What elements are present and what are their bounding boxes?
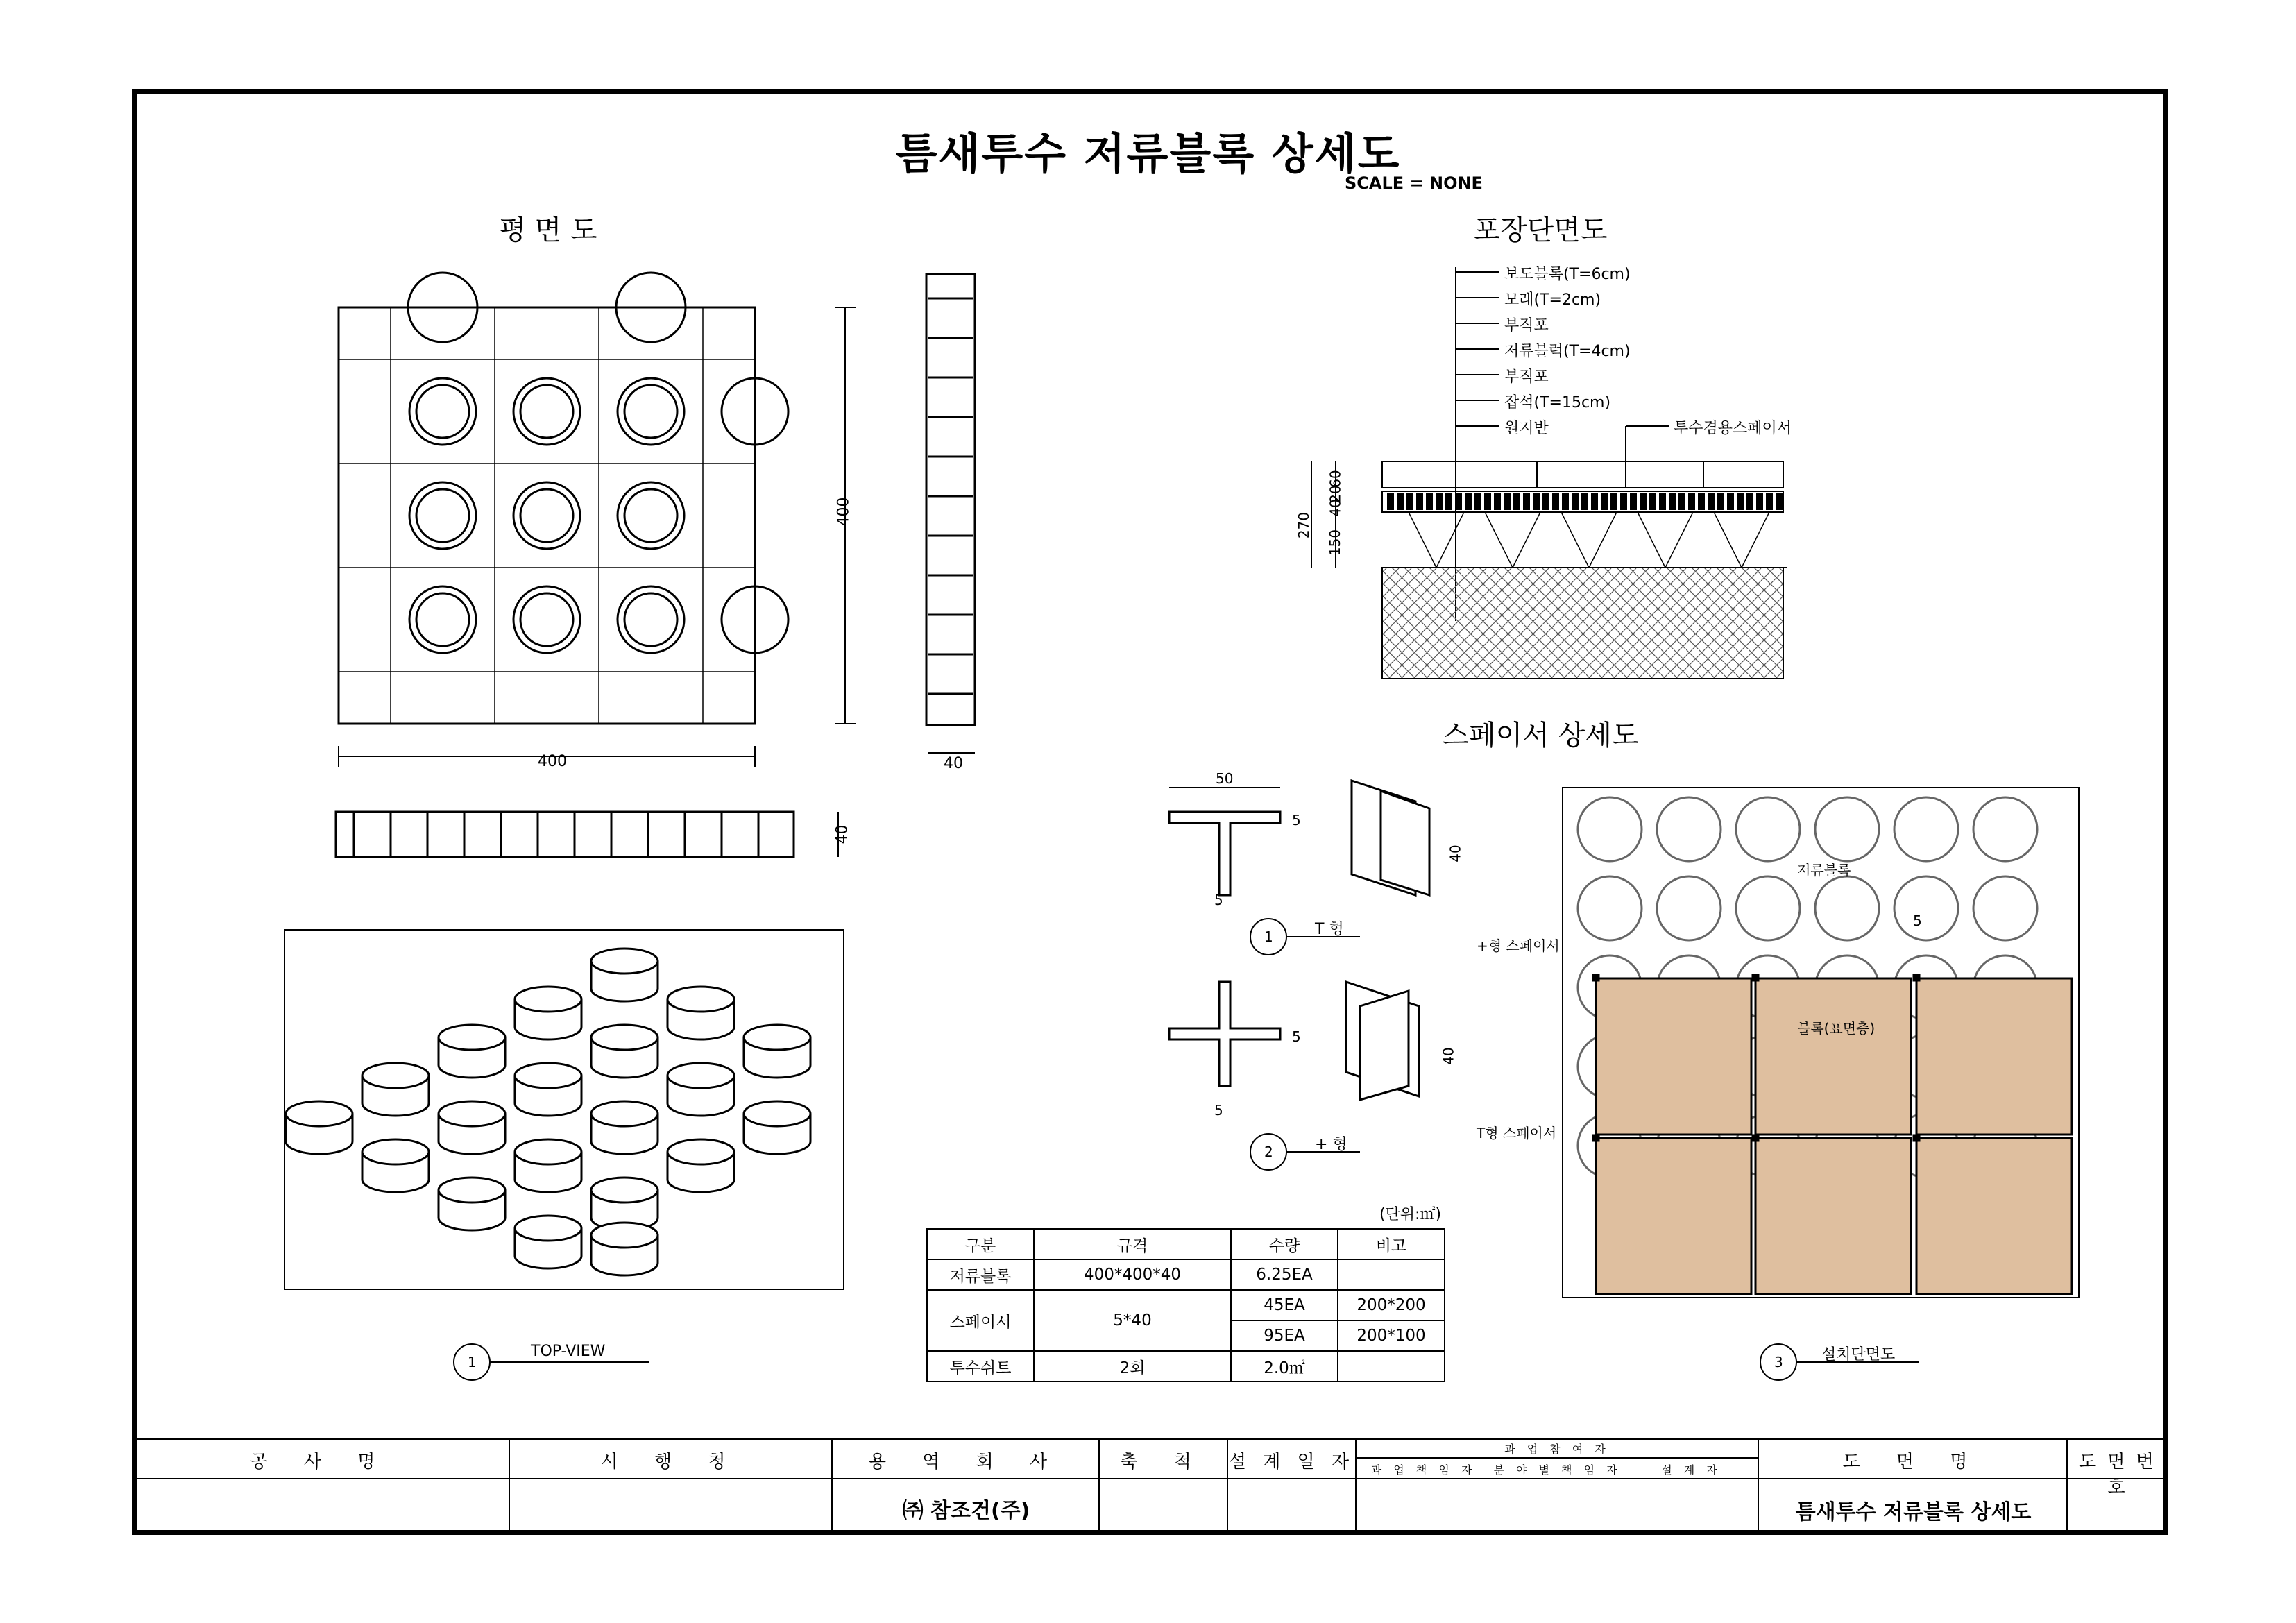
install-circle	[1815, 876, 1879, 940]
tb-company: 용 역 회 사	[833, 1438, 1100, 1535]
pave-block-rib	[1747, 494, 1753, 509]
spacer-h2: 40	[1440, 1047, 1457, 1065]
install-surface-block	[1596, 1138, 1751, 1294]
table-row: 95EA 200*100	[927, 1320, 1445, 1351]
install-spacer	[1593, 1135, 1599, 1141]
t-spacer-plan	[1169, 788, 1280, 895]
install-circle	[1578, 797, 1642, 861]
pave-block-rib	[1592, 494, 1597, 509]
plan-height-label: 400	[835, 497, 853, 527]
tb-project: 공 사 명	[132, 1438, 510, 1535]
install-circle	[1815, 797, 1879, 861]
install-circle	[1736, 797, 1800, 861]
plan-circle-inner	[624, 593, 677, 646]
pave-aggregate	[1638, 512, 1665, 568]
pave-block-rib	[1621, 494, 1626, 509]
pave-aggregate	[1436, 512, 1464, 568]
install-plus-label: +형 스페이서	[1477, 937, 1560, 954]
iso-cylinder-top	[591, 1101, 658, 1126]
install-label: 설치단면도	[1821, 1346, 1896, 1363]
iso-cylinder-top	[744, 1101, 810, 1126]
install-spacer	[1593, 975, 1599, 980]
table-row: 스페이서 5*40 45EA 200*200	[927, 1290, 1445, 1320]
pave-block-rib	[1397, 494, 1403, 509]
pavement-layer-label: 보도블록(T=6cm)	[1504, 266, 1631, 283]
spacer-width-label: 50	[1216, 770, 1234, 787]
pave-block-rib	[1631, 494, 1636, 509]
pave-block-rib	[1475, 494, 1481, 509]
th-spec: 규격	[1034, 1229, 1231, 1259]
plan-circle	[409, 586, 476, 653]
pave-aggregate	[1561, 512, 1589, 568]
pavement-layer-label: 원지반	[1504, 420, 1549, 437]
install-surface-block	[1755, 1138, 1911, 1294]
pave-block-rib	[1650, 494, 1656, 509]
pave-aggregate	[1714, 512, 1742, 568]
install-block-label: 저류블록	[1797, 862, 1851, 878]
plan-circle-inner	[416, 385, 469, 438]
pave-block-rib	[1669, 494, 1675, 509]
iso-cylinder-top	[439, 1178, 505, 1203]
plan-circle-inner	[416, 593, 469, 646]
pave-block-rib	[1465, 494, 1471, 509]
pavement-layer-label: 모래(T=2cm)	[1504, 291, 1601, 309]
pave-block-rib	[1563, 494, 1568, 509]
scale-label: SCALE = NONE	[1345, 173, 1483, 193]
spacer-heading: 스페이서 상세도	[1442, 720, 1639, 751]
iso-cylinder-top	[286, 1101, 352, 1126]
pave-block-rib	[1553, 494, 1558, 509]
pave-block-rib	[1699, 494, 1704, 509]
pave-block-rib	[1767, 494, 1772, 509]
pave-aggregate	[1589, 512, 1617, 568]
bottom-depth-label: 40	[833, 824, 851, 844]
pavement-callout: 투수겸용스페이서	[1674, 420, 1792, 437]
plan-circle	[513, 378, 580, 445]
tb-drawing-name: 도 면 명	[1759, 1438, 2068, 1535]
t-detail-label: T 형	[1315, 921, 1344, 938]
plan-circles	[339, 273, 788, 724]
t-spacer-3d	[1352, 781, 1429, 895]
table-row: 저류블록 400*400*40 6.25EA	[927, 1259, 1445, 1290]
install-surface-block	[1596, 978, 1751, 1135]
pavement-heading: 포장단면도	[1473, 214, 1608, 246]
plan-circle	[409, 378, 476, 445]
side-depth-label: 40	[944, 755, 963, 772]
iso-cylinder-top	[515, 1216, 581, 1241]
side-elevation	[336, 274, 975, 857]
tb-drawing-no: 도 면 번 호	[2079, 1452, 2157, 1498]
iso-cylinder-top	[439, 1101, 505, 1126]
install-t-label: T형 스페이서	[1477, 1125, 1557, 1141]
plan-circle	[618, 482, 684, 549]
pave-block-rib	[1708, 494, 1714, 509]
install-num: 3	[1774, 1354, 1783, 1370]
pave-aggregate	[1742, 512, 1769, 568]
plan-circle	[409, 482, 476, 549]
iso-cylinder-top	[667, 1139, 734, 1164]
title-block	[132, 1438, 2168, 1535]
iso-cylinder-top	[515, 1139, 581, 1164]
pave-block-rib	[1611, 494, 1617, 509]
install-circle	[1973, 876, 2037, 940]
pave-block-rib	[1407, 494, 1413, 509]
plus-spacer-plan	[1169, 982, 1280, 1086]
table-unit: (단위:㎡)	[1379, 1206, 1442, 1223]
spacer-t1: 5	[1292, 812, 1301, 829]
pave-aggregate	[1409, 512, 1436, 568]
tb-company-logo: ㈜ 참조건(주)	[902, 1499, 1030, 1523]
plan-width-label: 400	[538, 753, 567, 770]
spacer-h: 40	[1447, 844, 1464, 863]
iso-cylinder-top	[591, 949, 658, 974]
plan-circle	[513, 482, 580, 549]
plan-circle	[618, 378, 684, 445]
plan-circle-inner	[624, 385, 677, 438]
install-surface-block	[1916, 1138, 2072, 1294]
pave-block-rib	[1679, 494, 1685, 509]
pave-aggregate	[1513, 512, 1540, 568]
pave-dim-total: 270	[1295, 511, 1313, 539]
plan-circle-inner	[520, 489, 573, 542]
pave-block-rib	[1776, 494, 1782, 509]
install-spacer	[1914, 1135, 1919, 1141]
install-surface-label: 블록(표면층)	[1797, 1020, 1876, 1037]
install-surface-block	[1916, 978, 2072, 1135]
pave-block-rib	[1427, 494, 1432, 509]
install-surface-block	[1755, 978, 1911, 1135]
pave-block-rib	[1640, 494, 1646, 509]
pave-aggregate	[1485, 512, 1513, 568]
pave-block-rib	[1689, 494, 1694, 509]
install-circle	[1736, 876, 1800, 940]
plus-spacer-3d	[1346, 982, 1419, 1100]
pave-block-rib	[1660, 494, 1665, 509]
pave-block-rib	[1582, 494, 1588, 509]
pave-dim-2: 20	[1327, 485, 1344, 503]
iso-cylinder-top	[591, 1223, 658, 1248]
tb-participants: 과 업 참 여 자 과 업 책 임 자 분 야 별 책 임 자 설 계 자	[1357, 1438, 1759, 1535]
topview-label: TOP-VIEW	[531, 1343, 606, 1360]
pave-block-rib	[1485, 494, 1490, 509]
install-circle	[1973, 797, 2037, 861]
pave-block-rib	[1514, 494, 1520, 509]
install-spacer	[1914, 975, 1919, 980]
iso-cylinder-top	[591, 1178, 658, 1203]
pave-dim-3: 40	[1327, 499, 1344, 517]
pave-block-rib	[1524, 494, 1529, 509]
install-dim5: 5	[1913, 912, 1922, 929]
plan-circle-inner	[520, 593, 573, 646]
pave-block-rib	[1728, 494, 1733, 509]
install-spacer	[1753, 975, 1758, 980]
install-circle	[1894, 797, 1958, 861]
plus-detail-num: 2	[1264, 1144, 1273, 1160]
plan-circle-inner	[624, 489, 677, 542]
iso-cylinder-top	[362, 1063, 429, 1088]
th-qty: 수량	[1231, 1229, 1338, 1259]
plan-circle	[618, 586, 684, 653]
th-note: 비고	[1338, 1229, 1445, 1259]
table-row: 투수쉬트 2회 2.0㎡	[927, 1351, 1445, 1382]
install-circle	[1894, 876, 1958, 940]
pave-block-rib	[1417, 494, 1422, 509]
pave-block-rib	[1436, 494, 1442, 509]
plus-detail-label: + 형	[1315, 1136, 1347, 1153]
iso-cylinder-top	[515, 987, 581, 1012]
pave-dim-1: 60	[1327, 470, 1344, 488]
spacer-c1: 5	[1292, 1028, 1301, 1045]
iso-cylinder-top	[667, 987, 734, 1012]
side-ribs	[354, 298, 973, 856]
table-header-row	[927, 1229, 1445, 1259]
pave-block-rib	[1446, 494, 1452, 509]
pave-block-rib	[1543, 494, 1549, 509]
pave-block-rib	[1504, 494, 1510, 509]
pave-block-rib	[1757, 494, 1762, 509]
pave-block-rib	[1388, 494, 1393, 509]
install-circle	[1578, 876, 1642, 940]
pave-block-rib	[1718, 494, 1724, 509]
plan-circle-inner	[520, 385, 573, 438]
pave-block-rib	[1737, 494, 1743, 509]
drawing-title: 틈새투수 저류블록 상세도	[895, 128, 1401, 179]
spacer-c2: 5	[1214, 1102, 1223, 1119]
plan-heading: 평 면 도	[499, 214, 597, 246]
iso-cylinder-top	[591, 1025, 658, 1050]
iso-cylinder-top	[515, 1063, 581, 1088]
install-spacer	[1753, 1135, 1758, 1141]
plan-view	[339, 307, 755, 724]
plan-circle-inner	[416, 489, 469, 542]
spec-table	[926, 1228, 1445, 1382]
tb-scale: 축 척	[1100, 1438, 1228, 1535]
plan-circle	[513, 586, 580, 653]
pave-block-rib	[1456, 494, 1461, 509]
install-circle	[1657, 876, 1721, 940]
topview-num: 1	[468, 1354, 477, 1370]
pavement-layer-label: 잡석(T=15cm)	[1504, 394, 1611, 411]
th-type: 구분	[927, 1229, 1034, 1259]
iso-cylinder-top	[362, 1139, 429, 1164]
install-circle	[1657, 797, 1721, 861]
pave-block-rib	[1572, 494, 1578, 509]
pave-block-rib	[1495, 494, 1500, 509]
isometric-view	[286, 949, 810, 1275]
pave-block-rib	[1601, 494, 1607, 509]
pavement-layer-label: 부직포	[1504, 368, 1549, 386]
iso-cylinder-top	[744, 1025, 810, 1050]
tb-agency: 시 행 청	[510, 1438, 833, 1535]
pavement-layer-label: 부직포	[1504, 317, 1549, 334]
pavement-section	[1311, 267, 1787, 679]
pave-aggregate	[1665, 512, 1693, 568]
pavement-layer-label: 저류블럭(T=4cm)	[1504, 343, 1631, 360]
iso-cylinder-top	[439, 1025, 505, 1050]
spacer-t2: 5	[1214, 892, 1223, 908]
iso-cylinder-top	[667, 1063, 734, 1088]
t-detail-num: 1	[1264, 928, 1273, 945]
tb-drawing-title: 틈새투수 저류블록 상세도	[1795, 1500, 2032, 1524]
tb-date: 설 계 일 자	[1228, 1438, 1357, 1535]
pave-dim-4: 150	[1327, 529, 1344, 556]
pave-block-rib	[1533, 494, 1539, 509]
